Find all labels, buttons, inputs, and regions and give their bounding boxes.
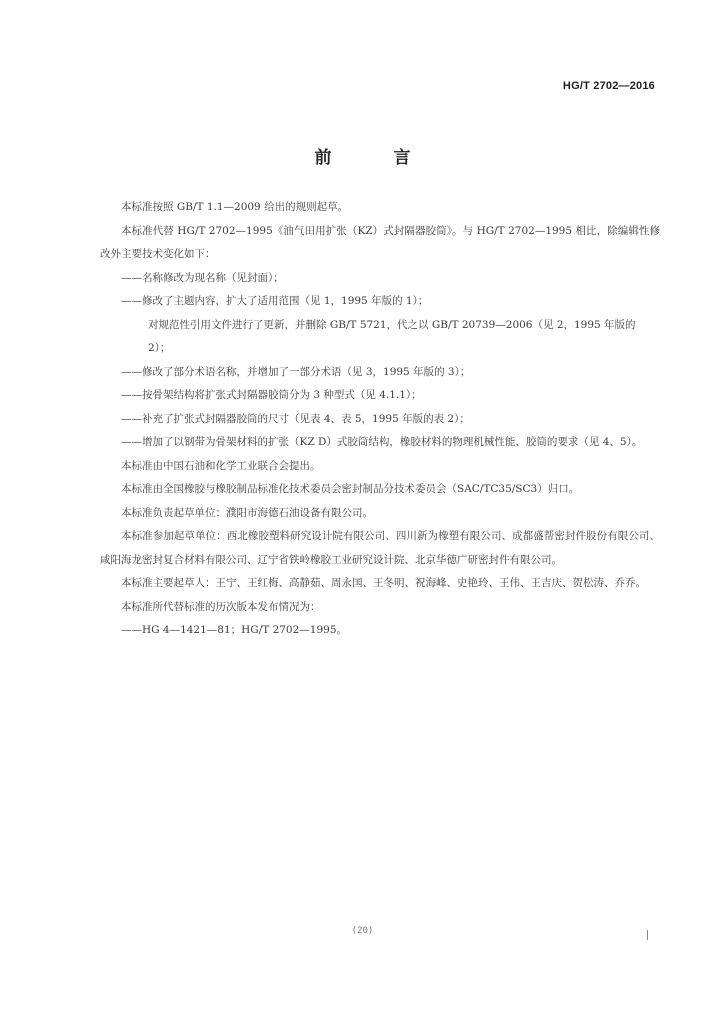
paragraph-drafting-rules: 本标准按照 GB/T 1.1—2009 给出的规则起草。 xyxy=(121,201,349,213)
foreword-body xyxy=(100,196,660,643)
standard-code: HG/T 2702—2016 xyxy=(562,80,655,92)
change-item-dimensions: ——补充了扩张式封隔器胶筒的尺寸（见表 4、表 5，1995 年版的表 2）； xyxy=(121,412,470,425)
page-number: (20) xyxy=(351,926,374,936)
change-item-references: 对规范性引用文件进行了更新，并删除 GB/T 5721，代之以 GB/T 20739—2006（见 2，1995 年版的 2）； xyxy=(148,318,636,354)
history-item: ——HG 4—1421—81；HG/T 2702—1995。 xyxy=(121,624,348,636)
page-title: 前 言 xyxy=(314,148,439,168)
change-item-steel-belt: ——增加了以钢带为骨架材料的扩张（KZ D）式胶筒结构，橡胶材料的物理机械性能、胶筒的要求（见 4、5）。 xyxy=(121,436,643,448)
paragraph-proposer: 本标准由中国石油和化学工业联合会提出。 xyxy=(121,459,321,472)
paragraph-drafters: 本标准主要起草人：王宁、王红梅、高静茹、周永国、王冬明、祝海峰、史艳玲、王伟、王吉庆、贺松涛、乔乔。 xyxy=(121,577,646,589)
edge-mark xyxy=(647,930,648,940)
paragraph-history-intro: 本标准所代替标准的历次版本发布情况为： xyxy=(121,600,321,613)
change-item-scope: ——修改了主题内容，扩大了适用范围（见 1，1995 年版的 1）； xyxy=(121,295,429,307)
change-item-name: ——名称修改为现名称（见封面）； xyxy=(121,271,284,284)
paragraph-committee: 本标准由全国橡胶与橡胶制品标准化技术委员会密封制品分技术委员会（SAC/TC35/SC3）归口。 xyxy=(121,483,580,495)
paragraph-lead-drafter: 本标准负责起草单位：濮阳市海德石油设备有限公司。 xyxy=(121,506,373,519)
paragraph-replacement: 本标准代替 HG/T 2702—1995《油气田用扩张（KZ）式封隔器胶筒》。与 HG/T 2702—1995 相比，除编辑性修改外主要技术变化如下： xyxy=(100,224,660,260)
change-item-types: ——按骨架结构将扩张式封隔器胶筒分为 3 种型式（见 4.1.1）； xyxy=(121,389,422,401)
change-item-terms: ——修改了部分术语名称，并增加了一部分术语（见 3，1995 年版的 3）； xyxy=(121,365,471,378)
paragraph-participating-units: 本标准参加起草单位：西北橡胶塑料研究设计院有限公司、四川新为橡塑有限公司、成都盛帮密封件股份有限公司、咸阳海龙密封复合材料有限公司、辽宁省铁岭橡胶工业研究设计院、北京华德广研密封件有限公司。 xyxy=(100,530,660,566)
